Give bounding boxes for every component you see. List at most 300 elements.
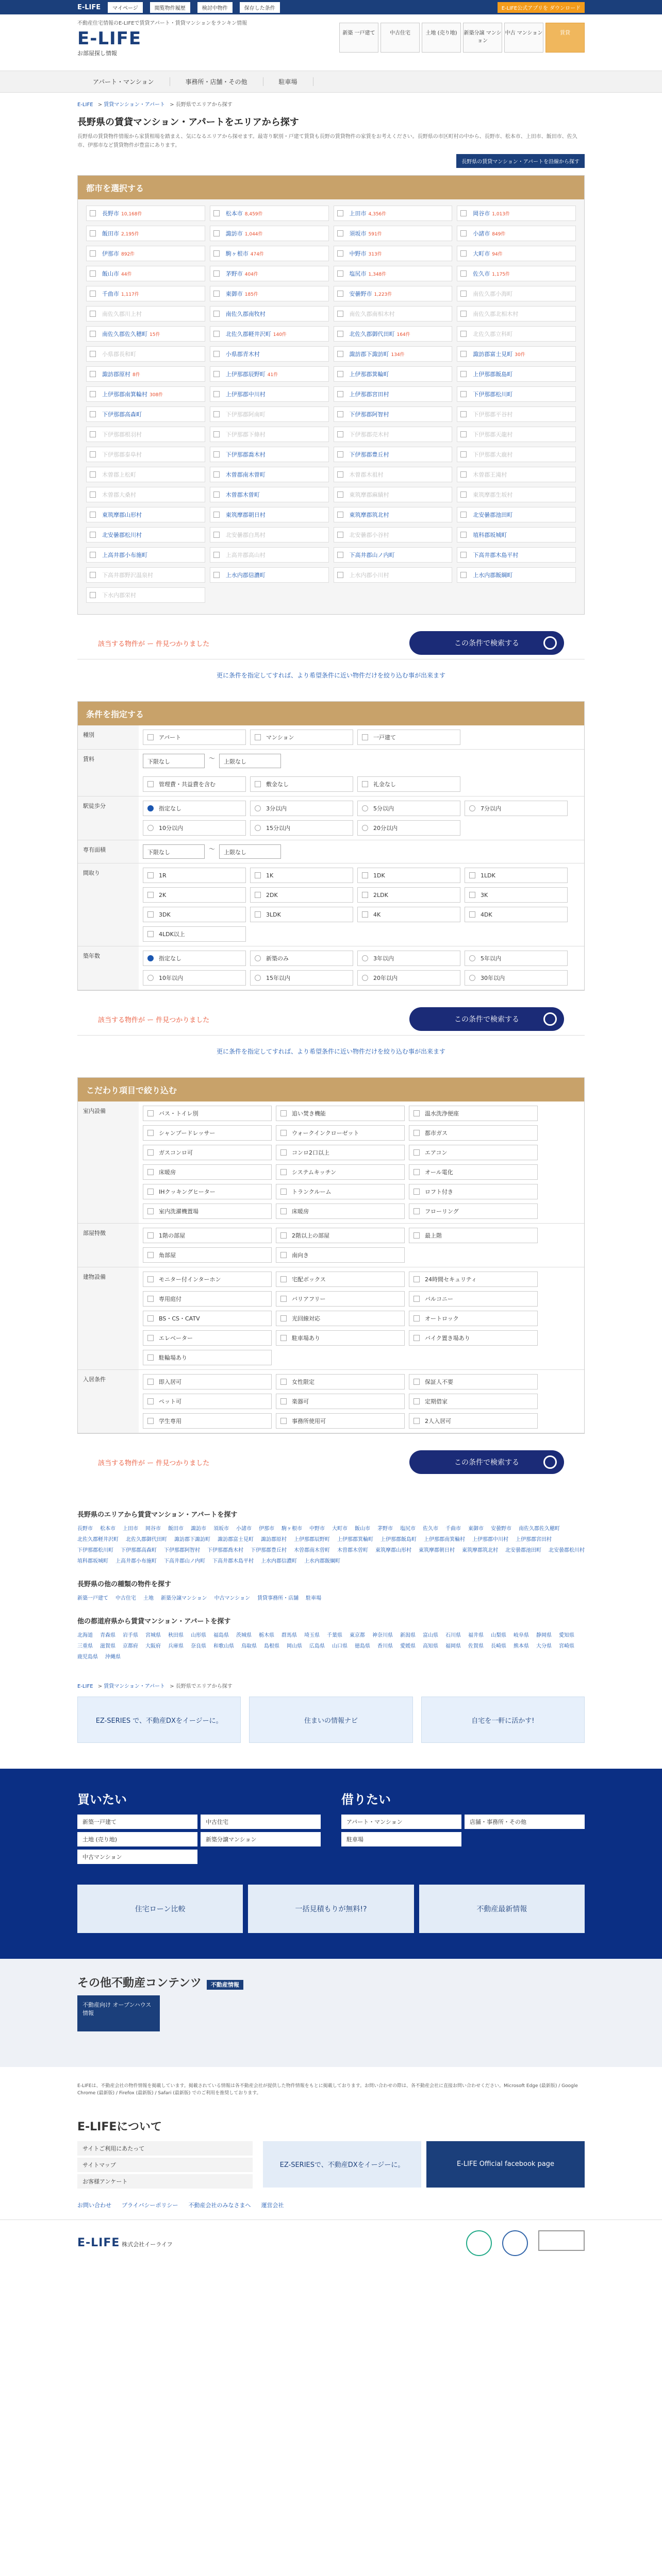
area-max-select[interactable]: 上限なし	[219, 844, 281, 859]
city-name[interactable]: 上高井郡小布施町	[102, 552, 147, 558]
link-item[interactable]: 高知県	[423, 1643, 438, 1649]
checkbox-option[interactable]	[276, 1228, 405, 1243]
breadcrumb-rent[interactable]: 賃貸マンション・アパート	[104, 1684, 166, 1689]
link-item[interactable]: 福島県	[213, 1633, 229, 1638]
checkbox-option[interactable]	[409, 1228, 538, 1243]
openhouse-banner[interactable]: 不動産向け オープンハウス情報	[77, 1995, 160, 2031]
city-item[interactable]	[210, 386, 329, 402]
link-item[interactable]: 中野市	[309, 1526, 325, 1532]
checkbox-option[interactable]	[357, 730, 460, 745]
city-checkbox[interactable]	[213, 230, 220, 236]
link-item[interactable]: 富山県	[423, 1633, 438, 1638]
link-item[interactable]: 上伊那郡飯島町	[380, 1537, 417, 1543]
city-checkbox[interactable]	[90, 291, 96, 297]
city-item[interactable]	[210, 306, 329, 321]
link-item[interactable]: 下伊那郡喬木村	[207, 1548, 243, 1553]
link-item[interactable]: 岡谷市	[145, 1526, 161, 1532]
radio-option[interactable]	[143, 951, 246, 966]
city-checkbox[interactable]	[90, 331, 96, 337]
checkbox-option[interactable]	[143, 1247, 272, 1263]
city-checkbox[interactable]	[337, 371, 343, 377]
city-checkbox[interactable]	[337, 391, 343, 397]
search-button[interactable]	[409, 631, 564, 655]
city-name[interactable]: 諏訪市	[225, 230, 243, 237]
link-item[interactable]: 青森県	[100, 1633, 115, 1638]
checkbox-option[interactable]	[276, 1272, 405, 1287]
city-item[interactable]	[210, 467, 329, 482]
breadcrumb-home[interactable]: E-LIFE	[77, 1684, 93, 1689]
banner-loan[interactable]: 住宅ローン比較	[77, 1885, 243, 1933]
city-item[interactable]	[457, 547, 576, 563]
link-item[interactable]: 北海道	[77, 1633, 93, 1638]
city-name[interactable]: 下伊那郡松川町	[473, 391, 513, 398]
checkbox-option[interactable]	[409, 1164, 538, 1180]
checkbox-option[interactable]	[143, 1184, 272, 1199]
checkbox-option[interactable]	[143, 776, 246, 792]
link-item[interactable]: 北佐久郡御代田町	[126, 1537, 167, 1543]
link-item[interactable]: 伊那市	[259, 1526, 274, 1532]
checkbox-option[interactable]	[276, 1184, 405, 1199]
city-checkbox[interactable]	[460, 250, 467, 257]
checkbox-option[interactable]	[143, 1228, 272, 1243]
gnav-apartment[interactable]: アパート・マンション	[77, 77, 170, 86]
city-name[interactable]: 下高井郡木島平村	[473, 552, 519, 558]
radio-option[interactable]	[465, 801, 568, 816]
checkbox-option[interactable]	[465, 868, 568, 883]
city-checkbox[interactable]	[337, 451, 343, 457]
radio-option[interactable]	[143, 820, 246, 836]
city-item[interactable]	[86, 507, 205, 522]
area-min-select[interactable]: 下限なし	[143, 844, 205, 859]
checkbox-option[interactable]	[276, 1330, 405, 1346]
city-name[interactable]: 南佐久郡佐久穂町	[102, 331, 147, 337]
about-link-survey[interactable]: お客様アンケート	[77, 2174, 253, 2189]
city-checkbox[interactable]	[213, 451, 220, 457]
checkbox-option[interactable]	[250, 730, 353, 745]
footer-nav-item[interactable]: 土地 (売り地)	[77, 1832, 197, 1846]
favorites-link[interactable]: 検討中物件	[197, 2, 233, 13]
checkbox-option[interactable]	[276, 1125, 405, 1141]
city-item[interactable]	[334, 507, 453, 522]
city-checkbox[interactable]	[460, 532, 467, 538]
city-checkbox[interactable]	[90, 230, 96, 236]
city-name[interactable]: 東御市	[225, 291, 243, 297]
city-checkbox[interactable]	[337, 331, 343, 337]
saved-conditions-link[interactable]: 保存した条件	[240, 2, 280, 13]
link-item[interactable]: 三重県	[77, 1643, 93, 1649]
banner-home-use[interactable]: 自宅を一軒に活かす!	[421, 1697, 585, 1743]
city-checkbox[interactable]	[90, 552, 96, 558]
city-item[interactable]	[210, 507, 329, 522]
link-item[interactable]: 山口県	[332, 1643, 347, 1649]
nav-used-house[interactable]: 中古住宅	[380, 23, 420, 53]
footer-contact[interactable]: お問い合わせ	[77, 2201, 111, 2209]
checkbox-option[interactable]	[409, 1374, 538, 1389]
city-name[interactable]: 小県郡青木村	[225, 351, 260, 358]
city-name[interactable]: 諏訪郡下諏訪町	[349, 351, 389, 358]
link-item[interactable]: 下伊那郡松川町	[77, 1548, 113, 1553]
city-item[interactable]	[334, 226, 453, 241]
nav-new-mansion[interactable]: 新築分譲 マンション	[463, 23, 502, 53]
link-item[interactable]: 愛媛県	[400, 1643, 416, 1649]
link-item[interactable]: 東筑摩郡朝日村	[419, 1548, 455, 1553]
city-checkbox[interactable]	[90, 250, 96, 257]
link-item[interactable]: 上伊那郡南箕輪村	[424, 1537, 465, 1543]
city-name[interactable]: 北佐久郡軽井沢町	[225, 331, 271, 337]
city-item[interactable]	[86, 547, 205, 563]
link-item[interactable]: 諏訪郡原村	[261, 1537, 287, 1543]
radio-option[interactable]	[465, 951, 568, 966]
city-item[interactable]	[210, 366, 329, 382]
city-item[interactable]	[86, 286, 205, 301]
checkbox-option[interactable]	[409, 1394, 538, 1409]
gnav-office[interactable]: 事務所・店舗・その他	[170, 77, 263, 86]
city-name[interactable]: 北安曇郡松川村	[102, 532, 142, 538]
city-checkbox[interactable]	[213, 371, 220, 377]
city-checkbox[interactable]	[90, 411, 96, 417]
checkbox-option[interactable]	[276, 1145, 405, 1160]
link-item[interactable]: 茅野市	[377, 1526, 393, 1532]
link-item[interactable]: 埼玉県	[304, 1633, 320, 1638]
city-name[interactable]: 上伊那郡飯島町	[473, 371, 513, 378]
city-checkbox[interactable]	[90, 532, 96, 538]
city-name[interactable]: 東筑摩郡山形村	[102, 512, 142, 518]
city-name[interactable]: 上伊那郡箕輪町	[349, 371, 389, 378]
city-checkbox[interactable]	[337, 512, 343, 518]
link-item[interactable]: 上水内郡飯綱町	[304, 1558, 340, 1564]
city-item[interactable]	[210, 246, 329, 261]
city-name[interactable]: 下高井郡山ノ内町	[349, 552, 395, 558]
link-item[interactable]: 上伊那郡中川村	[472, 1537, 508, 1543]
city-item[interactable]	[86, 206, 205, 221]
city-checkbox[interactable]	[337, 351, 343, 357]
link-item[interactable]: 滋賀県	[100, 1643, 115, 1649]
link-item[interactable]: 中古マンション	[214, 1596, 251, 1601]
city-checkbox[interactable]	[213, 471, 220, 478]
link-item[interactable]: 栃木県	[259, 1633, 274, 1638]
link-item[interactable]: 上伊那郡宮田村	[516, 1537, 552, 1543]
checkbox-option[interactable]	[409, 1106, 538, 1121]
link-item[interactable]: 飯田市	[168, 1526, 184, 1532]
link-item[interactable]: 静岡県	[536, 1633, 552, 1638]
city-name[interactable]: 安曇野市	[349, 291, 372, 297]
banner-ez[interactable]: EZ-SERIESで、不動産DXをイージーに。	[263, 2141, 421, 2188]
about-link-sitemap[interactable]: サイトマップ	[77, 2158, 253, 2172]
checkbox-option[interactable]	[143, 1204, 272, 1219]
link-item[interactable]: 徳島県	[355, 1643, 370, 1649]
city-checkbox[interactable]	[213, 291, 220, 297]
city-item[interactable]	[210, 567, 329, 583]
link-item[interactable]: 小諸市	[236, 1526, 252, 1532]
footer-logo[interactable]: E-LIFE	[77, 2236, 120, 2250]
checkbox-option[interactable]	[409, 1125, 538, 1141]
checkbox-option[interactable]	[143, 1291, 272, 1307]
search-button-3[interactable]	[409, 1450, 564, 1474]
city-item[interactable]	[334, 246, 453, 261]
link-item[interactable]: 下伊那郡阿智村	[164, 1548, 200, 1553]
link-item[interactable]: 宮城県	[145, 1633, 161, 1638]
link-item[interactable]: 駒ヶ根市	[282, 1526, 302, 1532]
city-item[interactable]	[210, 266, 329, 281]
footer-nav-item[interactable]: 中古住宅	[201, 1815, 321, 1829]
link-item[interactable]: 南佐久郡佐久穂町	[519, 1526, 560, 1532]
city-checkbox[interactable]	[337, 291, 343, 297]
checkbox-option[interactable]	[143, 1125, 272, 1141]
city-item[interactable]	[457, 226, 576, 241]
checkbox-option[interactable]	[409, 1184, 538, 1199]
checkbox-option[interactable]	[276, 1204, 405, 1219]
city-name[interactable]: 須坂市	[349, 230, 367, 237]
link-item[interactable]: 岩手県	[123, 1633, 138, 1638]
search-button-2[interactable]	[409, 1007, 564, 1031]
checkbox-option[interactable]	[409, 1291, 538, 1307]
city-name[interactable]: 諏訪郡富士見町	[473, 351, 513, 358]
nav-land[interactable]: 土地 (売り地)	[422, 23, 461, 53]
city-item[interactable]	[334, 366, 453, 382]
link-item[interactable]: 諏訪郡下諏訪町	[174, 1537, 210, 1543]
city-checkbox[interactable]	[90, 210, 96, 216]
site-logo[interactable]: E-LIFE	[77, 28, 142, 49]
city-checkbox[interactable]	[213, 492, 220, 498]
banner-ez-series[interactable]: EZ-SERIES で、不動産DXをイージーに。	[77, 1697, 241, 1743]
link-item[interactable]: 島根県	[264, 1643, 279, 1649]
city-item[interactable]	[210, 346, 329, 362]
city-checkbox[interactable]	[90, 512, 96, 518]
city-checkbox[interactable]	[213, 391, 220, 397]
city-name[interactable]: 下伊那郡高森町	[102, 411, 142, 418]
checkbox-option[interactable]	[276, 1394, 405, 1409]
city-checkbox[interactable]	[460, 512, 467, 518]
rent-max-select[interactable]: 上限なし	[219, 754, 281, 768]
link-item[interactable]: 飯山市	[355, 1526, 370, 1532]
link-item[interactable]: 鹿児島県	[77, 1654, 98, 1660]
checkbox-option[interactable]	[143, 1311, 272, 1326]
link-item[interactable]: 佐賀県	[468, 1643, 484, 1649]
link-item[interactable]: 大町市	[332, 1526, 347, 1532]
link-item[interactable]: 熊本県	[514, 1643, 529, 1649]
city-name[interactable]: 佐久市	[473, 270, 490, 277]
link-item[interactable]: 秋田県	[168, 1633, 184, 1638]
city-name[interactable]: 北佐久郡御代田町	[349, 331, 395, 337]
banner-facebook[interactable]: E-LIFE Official facebook page	[426, 2141, 585, 2188]
city-checkbox[interactable]	[460, 371, 467, 377]
city-name[interactable]: 岡谷市	[473, 210, 490, 217]
footer-company[interactable]: 運営会社	[261, 2201, 284, 2209]
checkbox-option[interactable]	[250, 907, 353, 922]
city-item[interactable]	[457, 246, 576, 261]
city-item[interactable]	[334, 206, 453, 221]
link-item[interactable]: 東筑摩郡山形村	[375, 1548, 411, 1553]
checkbox-option[interactable]	[357, 907, 460, 922]
city-name[interactable]: 茅野市	[225, 270, 243, 277]
link-item[interactable]: 長崎県	[491, 1643, 506, 1649]
checkbox-option[interactable]	[409, 1413, 538, 1429]
footer-nav-item[interactable]: 新築一戸建て	[77, 1815, 197, 1829]
link-item[interactable]: 長野市	[77, 1526, 93, 1532]
city-item[interactable]	[210, 286, 329, 301]
link-item[interactable]: 佐久市	[423, 1526, 438, 1532]
city-item[interactable]	[457, 206, 576, 221]
link-item[interactable]: 塩尻市	[400, 1526, 416, 1532]
city-checkbox[interactable]	[213, 311, 220, 317]
checkbox-option[interactable]	[143, 1164, 272, 1180]
city-item[interactable]	[210, 447, 329, 462]
link-item[interactable]: 福井県	[468, 1633, 484, 1638]
link-item[interactable]: 土地	[143, 1596, 154, 1601]
city-name[interactable]: 長野市	[102, 210, 119, 217]
city-checkbox[interactable]	[460, 552, 467, 558]
radio-option[interactable]	[143, 801, 246, 816]
link-item[interactable]: 上田市	[123, 1526, 138, 1532]
checkbox-option[interactable]	[143, 926, 246, 942]
banner-estimate[interactable]: 一括見積もりが無料!?	[248, 1885, 413, 1933]
city-checkbox[interactable]	[460, 210, 467, 216]
link-item[interactable]: 諏訪郡富士見町	[218, 1537, 254, 1543]
link-item[interactable]: 沖縄県	[105, 1654, 121, 1660]
city-name[interactable]: 諏訪郡原村	[102, 371, 130, 378]
city-name[interactable]: 上伊那郡宮田村	[349, 391, 389, 398]
city-checkbox[interactable]	[213, 210, 220, 216]
nav-used-mansion[interactable]: 中古 マンション	[504, 23, 543, 53]
checkbox-option[interactable]	[143, 1394, 272, 1409]
checkbox-option[interactable]	[143, 1145, 272, 1160]
city-name[interactable]: 埴科郡坂城町	[473, 532, 507, 538]
city-item[interactable]	[210, 206, 329, 221]
city-name[interactable]: 下伊那郡喬木村	[225, 451, 266, 458]
city-item[interactable]	[457, 386, 576, 402]
city-item[interactable]	[210, 226, 329, 241]
link-item[interactable]: 中古住宅	[115, 1596, 136, 1601]
city-checkbox[interactable]	[213, 270, 220, 277]
city-checkbox[interactable]	[213, 351, 220, 357]
link-item[interactable]: 愛知県	[559, 1633, 574, 1638]
radio-option[interactable]	[143, 970, 246, 986]
breadcrumb-rent[interactable]: 賃貸マンション・アパート	[104, 102, 166, 108]
city-name[interactable]: 木曽郡木曽町	[225, 492, 260, 498]
city-item[interactable]	[86, 226, 205, 241]
top-brand[interactable]: E-LIFE	[77, 3, 101, 11]
checkbox-option[interactable]	[143, 887, 246, 903]
city-name[interactable]: 上田市	[349, 210, 367, 217]
switch-to-line-button[interactable]: 長野県の賃貸マンション・アパートを沿線から探す	[456, 154, 585, 168]
city-item[interactable]	[86, 326, 205, 342]
about-link-usage[interactable]: サイトご利用にあたって	[77, 2141, 253, 2156]
checkbox-option[interactable]	[357, 868, 460, 883]
footer-privacy[interactable]: プライバシーポリシー	[122, 2201, 178, 2209]
city-checkbox[interactable]	[337, 411, 343, 417]
link-item[interactable]: 下伊那郡高森町	[121, 1548, 157, 1553]
city-item[interactable]	[86, 386, 205, 402]
link-item[interactable]: 福岡県	[445, 1643, 461, 1649]
city-name[interactable]: 木曽郡南木曽町	[225, 471, 266, 478]
banner-news[interactable]: 不動産最新情報	[419, 1885, 585, 1933]
gnav-parking[interactable]: 駐車場	[263, 77, 313, 86]
city-checkbox[interactable]	[460, 572, 467, 578]
city-checkbox[interactable]	[460, 351, 467, 357]
link-item[interactable]: 松本市	[100, 1526, 115, 1532]
link-item[interactable]: 下高井郡山ノ内町	[164, 1558, 205, 1564]
city-name[interactable]: 小諸市	[473, 230, 490, 237]
city-checkbox[interactable]	[460, 230, 467, 236]
footer-agents[interactable]: 不動産会社のみなさまへ	[188, 2201, 251, 2209]
city-item[interactable]	[86, 406, 205, 422]
link-item[interactable]: 奈良県	[191, 1643, 206, 1649]
link-item[interactable]: 神奈川県	[372, 1633, 393, 1638]
checkbox-option[interactable]	[357, 887, 460, 903]
radio-option[interactable]	[250, 970, 353, 986]
nav-new-house[interactable]: 新築 一戸建て	[339, 23, 378, 53]
link-item[interactable]: 大阪府	[145, 1643, 161, 1649]
link-item[interactable]: 埴科郡坂城町	[77, 1558, 108, 1564]
city-item[interactable]	[334, 266, 453, 281]
city-name[interactable]: 塩尻市	[349, 270, 367, 277]
checkbox-option[interactable]	[276, 1247, 405, 1263]
link-item[interactable]: 大分県	[536, 1643, 552, 1649]
link-item[interactable]: 新築分譲マンション	[161, 1596, 207, 1601]
link-item[interactable]: 上伊那郡辰野町	[294, 1537, 330, 1543]
city-name[interactable]: 上伊那郡南箕輪村	[102, 391, 147, 398]
city-name[interactable]: 上水内郡信濃町	[225, 572, 266, 579]
city-item[interactable]	[86, 246, 205, 261]
city-item[interactable]	[210, 487, 329, 502]
city-name[interactable]: 東筑摩郡朝日村	[225, 512, 266, 518]
app-download-button[interactable]: E-LIFE公式アプリを ダウンロード	[498, 2, 585, 13]
city-name[interactable]: 伊那市	[102, 250, 119, 257]
link-item[interactable]: 岐阜県	[514, 1633, 529, 1638]
city-name[interactable]: 下伊那郡阿智村	[349, 411, 389, 418]
city-checkbox[interactable]	[337, 210, 343, 216]
link-item[interactable]: 鳥取県	[241, 1643, 257, 1649]
city-item[interactable]	[457, 507, 576, 522]
radio-option[interactable]	[357, 970, 460, 986]
city-item[interactable]	[334, 386, 453, 402]
link-item[interactable]: 安曇野市	[491, 1526, 511, 1532]
link-item[interactable]: 諏訪市	[191, 1526, 206, 1532]
footer-nav-item[interactable]: 駐車場	[341, 1832, 461, 1846]
link-item[interactable]: 山形県	[191, 1633, 206, 1638]
checkbox-option[interactable]	[143, 1374, 272, 1389]
checkbox-option[interactable]	[276, 1106, 405, 1121]
city-checkbox[interactable]	[460, 391, 467, 397]
city-name[interactable]: 下伊那郡豊丘村	[349, 451, 389, 458]
city-name[interactable]: 飯山市	[102, 270, 119, 277]
checkbox-option[interactable]	[409, 1330, 538, 1346]
city-checkbox[interactable]	[90, 371, 96, 377]
link-item[interactable]: 上高井郡小布施町	[115, 1558, 157, 1564]
city-name[interactable]: 駒ヶ根市	[225, 250, 249, 257]
checkbox-option[interactable]	[409, 1145, 538, 1160]
radio-option[interactable]	[250, 951, 353, 966]
checkbox-option[interactable]	[409, 1311, 538, 1326]
checkbox-option[interactable]	[276, 1291, 405, 1307]
link-item[interactable]: 上水内郡信濃町	[261, 1558, 297, 1564]
city-name[interactable]: 松本市	[225, 210, 243, 217]
link-item[interactable]: 新築一戸建て	[77, 1596, 108, 1601]
city-name[interactable]: 上伊那郡中川村	[225, 391, 266, 398]
link-item[interactable]: 千曲市	[445, 1526, 461, 1532]
city-name[interactable]: 飯田市	[102, 230, 119, 237]
city-name[interactable]: 中野市	[349, 250, 367, 257]
link-item[interactable]: 下伊那郡豊丘村	[251, 1548, 287, 1553]
city-item[interactable]	[86, 366, 205, 382]
city-item[interactable]	[457, 366, 576, 382]
checkbox-option[interactable]	[465, 887, 568, 903]
city-name[interactable]: 北安曇郡池田町	[473, 512, 513, 518]
city-name[interactable]: 上水内郡飯綱町	[473, 572, 513, 579]
breadcrumb-home[interactable]: E-LIFE	[77, 102, 93, 108]
checkbox-option[interactable]	[276, 1413, 405, 1429]
checkbox-option[interactable]	[465, 907, 568, 922]
